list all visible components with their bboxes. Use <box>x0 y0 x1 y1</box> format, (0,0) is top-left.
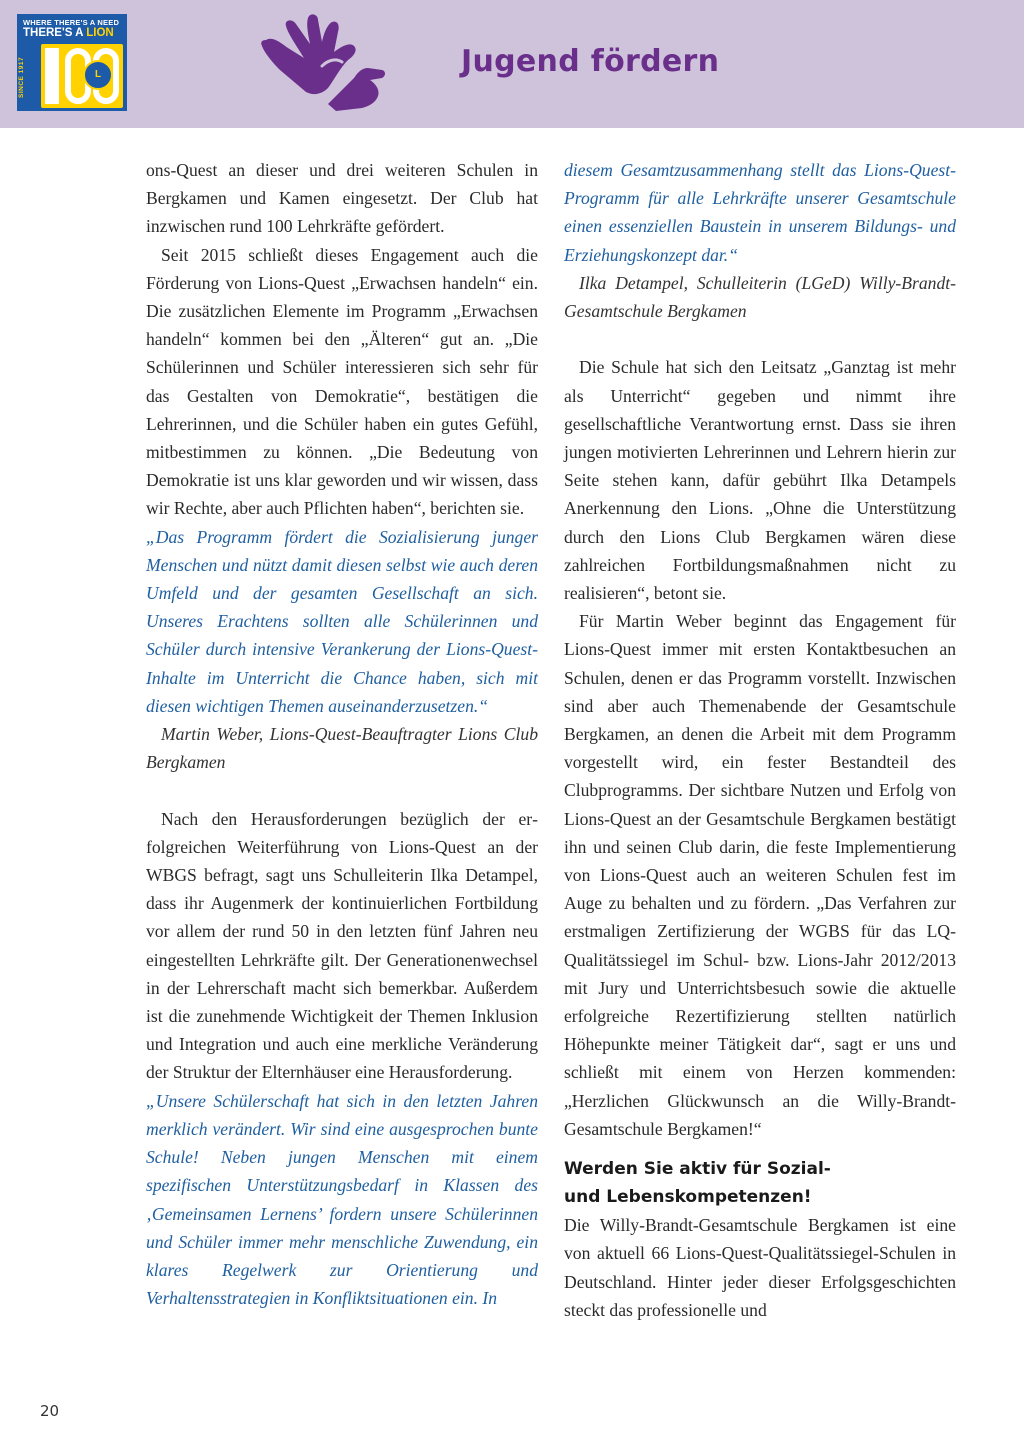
section-subheading <box>564 1155 956 1211</box>
left-column <box>146 156 538 1312</box>
paragraph-1: ons-Quest an dieser und drei weiteren Schulen in Bergkamen und Kamen eingesetzt. Der Club hat inzwischen rund 100 Lehrkräfte gefördert. <box>146 160 538 237</box>
paragraph-2: Seit 2015 schließt dieses Engagement auch die Förderung von Lions-Quest „Erwachsen handeln“ ein. Die zusätzlichen Elemente im Programm „Erwachsen handeln“ kommen bei den „Älteren“ gut an. „Die Schülerinnen und Schüler interessieren sich sehr für das Gestalten von Demokratie“, bestätigen die Lehrerinnen, und die Schüler haben ein gutes Gefühl, mitbestimmen zu können. „Die Bedeutung von Demokratie ist uns klar geworden und wir wissen, dass wir Rechte, aber auch Pflichten haben“, berichten sie. <box>146 244 538 519</box>
page-title: Jugend fördern <box>461 44 720 79</box>
attribution-ilka-detampel: Ilka Detampel, Schulleiterin (LGeD) Willy-Brandt-Gesamtschule Bergkamen <box>564 272 956 322</box>
logo-slogan-lion: LION <box>86 27 114 39</box>
spacer <box>564 325 956 353</box>
paragraph-3: Nach den Herausforderungen bezüglich der erfolgreichen Weiterführung von Lions-Quest an der WBGS befragt, sagt uns Schulleiterin Ilka Detampel, dass ihr Augenmerk der kontinuierlichen Fortbildung vor allem der rund 50 in den letzten fünf Jahren neu eingestellten Lehrkräfte gilt. Der Generationenwechsel in der Lehrerschaft macht sich bemerkbar. Außerdem ist die zunehmende Wichtigkeit der Themen Inklusion und Integration und auch eine merkliche Veränderung der Struktur der Elternhäuser eine Herausforderung. <box>146 808 538 1083</box>
logo-since-text: SINCE 1917 <box>18 56 25 98</box>
spacer <box>146 776 538 804</box>
logo-slogan-line1: WHERE THERE'S A NEED <box>23 18 120 27</box>
paragraph-6: Die Willy-Brandt-Gesamtschule Bergkamen ist eine von aktuell 66 Lions-Quest-Qualitätssiegel-Schulen in Deutschland. Hinter jeder dieser Erfolgsgeschichten steckt das professionelle und <box>564 1215 956 1320</box>
attribution-martin-weber: Martin Weber, Lions-Quest-Beauftragter Lions Club Bergkamen <box>146 724 538 773</box>
lions-100-logo <box>17 14 127 111</box>
right-column <box>564 156 956 1324</box>
lions-emblem-icon: L <box>83 60 113 90</box>
logo-slogan-line2 <box>23 27 114 39</box>
paragraph-4: Die Schule hat sich den Leitsatz „Ganztag ist mehr als Unterricht“ gegeben und nimmt ihre gesellschaftliche Verantwortung ernst. Dass sie ihren jungen motivierten Lehrerinnen und Lehrern hierin zur Seite stehen kann, dafür gebührt Ilka Detampels Anerkennung den Lions. „Ohne die Unterstützung durch den Lions Club Bergkamen wären diese zahlreichen Fortbildungsmaßnahmen nicht zu realisieren“, betont sie. <box>564 357 956 604</box>
paragraph-5: Für Martin Weber beginnt das Engagement für Lions-Quest immer mit ersten Kontaktbesuchen an Schulen, denen er das Programm vorstellt. Inzwischen sind aber auch Themenabende der Gesamtschule Bergkamen, an denen die Arbeit mit dem Programm vorgestellt wird, ein fester Bestandteil des Clubprogramms. Der sichtbare Nutzen und Erfolg von Lions-Quest an der Gesamtschule Bergkamen bestätigt ihn und seinen Club darin, die feste Implementierung von Lions-Quest auch an weiteren Schulen fest im Auge zu behalten und zu fördern. „Das Verfahren zur erstmaligen Zertifizierung der WGBS für das LQ-Qualitätssiegel im Schul- bzw. Lions-Jahr 2012/2013 mit Jury und Unterrichtsbesuch sowie die aktuelle erfolgreiche Rezertifizierung stellten natürlich Höhepunkte meiner Tätigkeit dar“, sagt er uns und schließt mit einem von Herzen kommenden: „Herzlichen Glückwunsch an die Willy-Brandt-Gesamtschule Bergkamen!“ <box>564 611 956 1139</box>
header-banner <box>0 0 1024 128</box>
quote-ilka-detampel: „Unsere Schülerschaft hat sich in den letzten Jahren merklich verändert. Wir sind eine ausgesprochen bunte Schule! Neben jungen Menschen mit einem spezifischen Unterstützungsbedarf in Klassen des ‚Gemeinsamen Lernens’ fordern unsere Schülerinnen und Schüler immer mehr menschliche Zuwendung, ein klares Regelwerk zur Orientierung und Verhaltensstrategien in Konfliktsituationen ein. In <box>146 1090 538 1309</box>
quote-ilka-detampel-continued: diesem Gesamtzusammenhang stellt das Lions-Quest-Programm für alle Lehrkräfte unserer Gesamtschule einen essenziellen Baustein in unserem Bildungs- und Erziehungskonzept dar.“ <box>564 160 956 265</box>
subheading-line-1: Werden Sie aktiv für Sozial- <box>564 1159 831 1180</box>
page-number: 20 <box>40 1402 60 1420</box>
logo-slogan-start: THERE'S A <box>23 27 87 39</box>
logo-100-graphic <box>41 44 123 108</box>
logo-digit-one <box>45 48 59 104</box>
helping-hands-icon <box>258 12 388 112</box>
subheading-line-2: und Lebenskompetenzen! <box>564 1187 812 1208</box>
quote-martin-weber: „Das Programm fördert die Sozialisierung junger Menschen und nützt damit diesen selbst wie auch deren Umfeld und der gesamten Gesellschaft an sich. Unseres Erachtens sollten alle Schülerinnen und Schüler durch intensive Verankerung der Lions-Quest-Inhalte im Unterricht die Chance haben, sich mit diesen wichtigen Themen auseinanderzusetzen.“ <box>146 526 538 716</box>
